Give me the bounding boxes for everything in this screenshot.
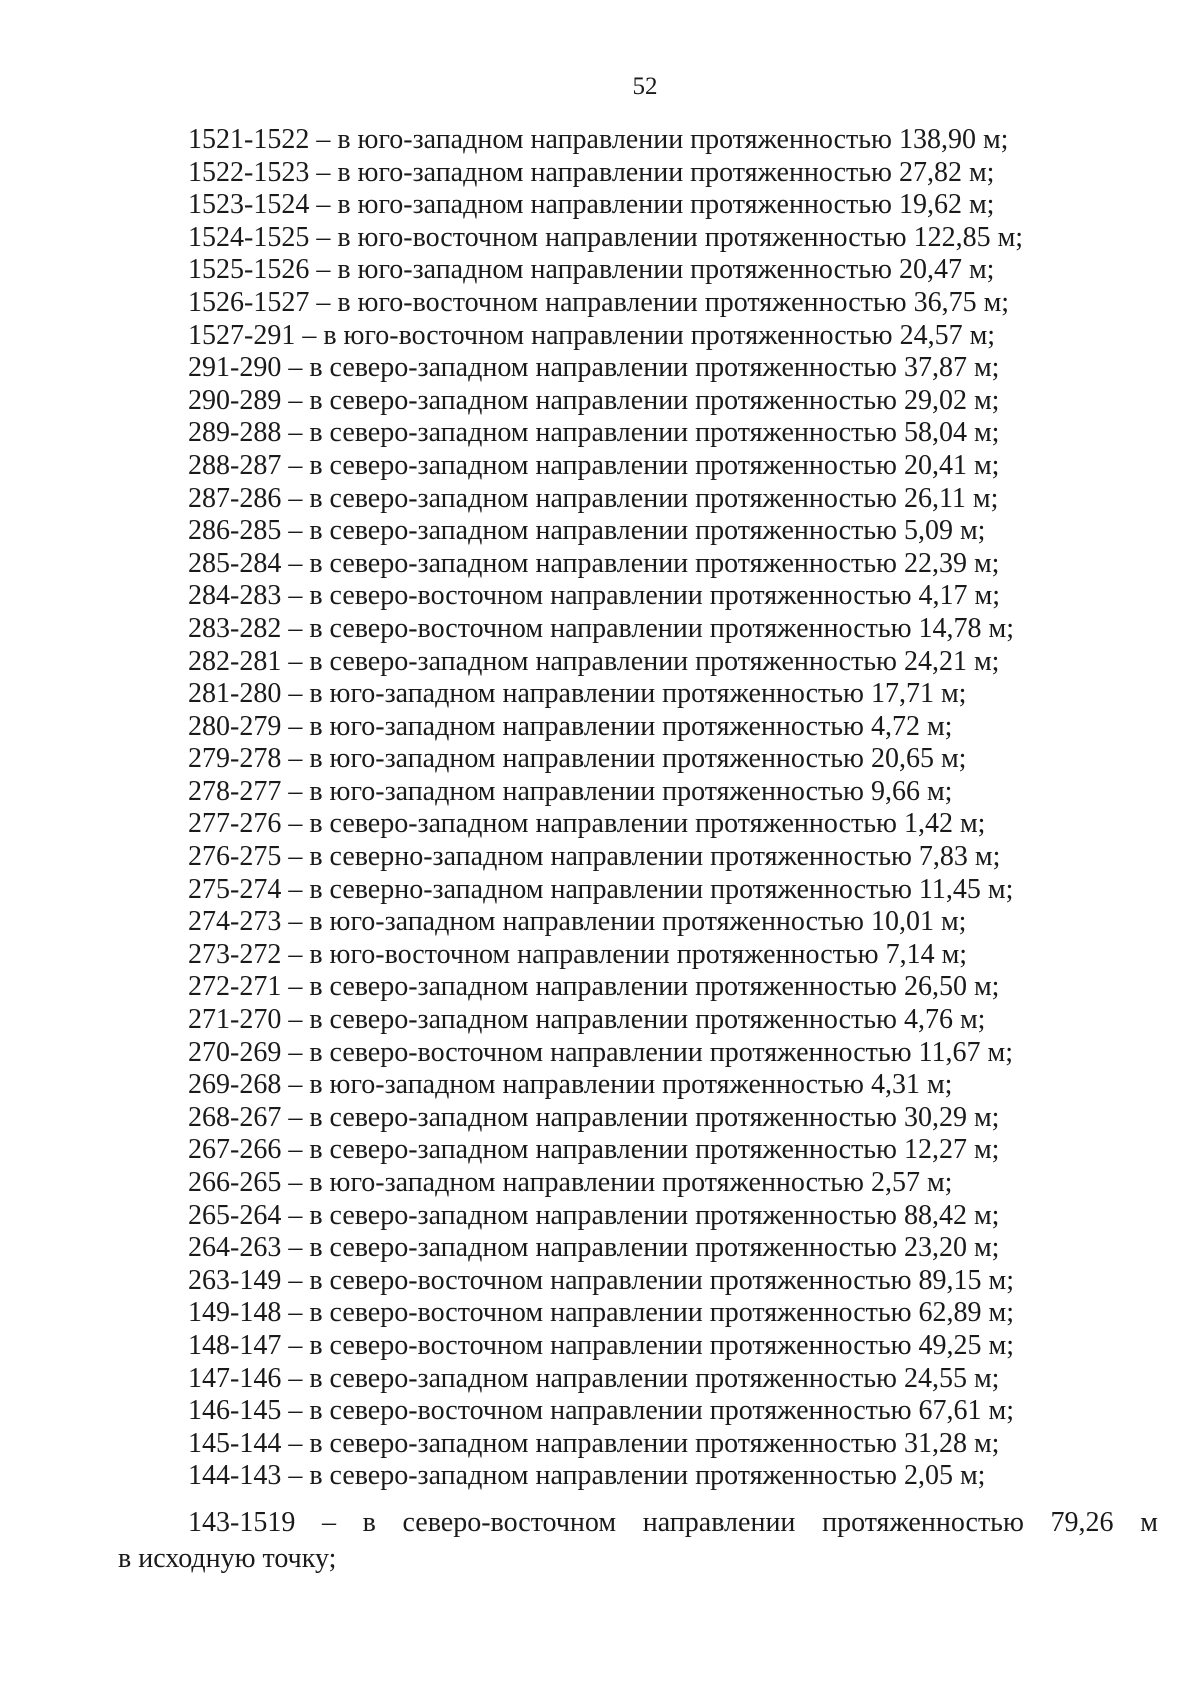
segment-line: 149-148 – в северо-восточном направлении протяженностью 62,89 м; [188,1297,1015,1329]
segment-line: 289-288 – в северо-западном направлении протяженностью 58,04 м; [188,417,1000,449]
final-segment-unit: м [1140,1507,1158,1538]
segment-line: 263-149 – в северо-восточном направлении протяженностью 89,15 м; [188,1264,1015,1296]
segment-line: 275-274 – в северно-западном направлении протяженностью 11,45 м; [188,873,1014,905]
segment-line: 281-280 – в юго-западном направлении протяженностью 17,71 м; [188,678,967,710]
segment-line: 264-263 – в северо-западном направлении протяженностью 23,20 м; [188,1232,1000,1264]
final-segment-continuation: в исходную точку; [118,1543,337,1574]
segment-line: 269-268 – в юго-западном направлении протяженностью 4,31 м; [188,1069,953,1101]
segment-list [188,124,1148,1493]
segment-line: 1521-1522 – в юго-западном направлении протяженностью 138,90 м; [188,124,1009,155]
segment-line: 288-287 – в северо-западном направлении протяженностью 20,41 м; [188,449,1000,481]
segment-line: 147-146 – в северо-западном направлении протяженностью 24,55 м; [188,1362,1000,1394]
segment-line: 274-273 – в юго-западном направлении протяженностью 10,01 м; [188,906,967,938]
final-segment-word: протяженностью [822,1507,1024,1538]
segment-line: 282-281 – в северо-западном направлении протяженностью 24,21 м; [188,645,1000,677]
segment-line: 280-279 – в юго-западном направлении протяженностью 4,72 м; [188,710,953,742]
segment-line: 145-144 – в северо-западном направлении протяженностью 31,28 м; [188,1427,1000,1459]
segment-line: 268-267 – в северо-западном направлении протяженностью 30,29 м; [188,1101,1000,1133]
segment-line: 271-270 – в северо-западном направлении протяженностью 4,76 м; [188,1004,986,1036]
final-segment-direction: северо-восточном [402,1507,617,1538]
segment-line: 277-276 – в северо-западном направлении протяженностью 1,42 м; [188,808,986,840]
segment-line: 291-290 – в северо-западном направлении протяженностью 37,87 м; [188,352,1000,384]
segment-line: 272-271 – в северо-западном направлении протяженностью 26,50 м; [188,971,1000,1003]
final-segment-length: 79,26 [1050,1507,1114,1538]
segment-line: 1527-291 – в юго-восточном направлении протяженностью 24,57 м; [188,319,996,351]
segment-line: 290-289 – в северо-западном направлении протяженностью 29,02 м; [188,384,1000,416]
segment-line: 1522-1523 – в юго-западном направлении протяженностью 27,82 м; [188,156,995,188]
final-segment-paragraph [118,1505,1158,1577]
final-segment-line [118,1505,1158,1541]
final-segment-word: в [362,1507,376,1538]
page-number: 52 [632,73,658,100]
segment-line: 1523-1524 – в юго-западном направлении протяженностью 19,62 м; [188,189,995,221]
segment-line: 270-269 – в северо-восточном направлении протяженностью 11,67 м; [188,1036,1014,1068]
segment-line: 278-277 – в юго-западном направлении протяженностью 9,66 м; [188,775,953,807]
final-segment-dash: – [321,1507,336,1538]
segment-line: 265-264 – в северо-западном направлении протяженностью 88,42 м; [188,1199,1000,1231]
segment-line: 287-286 – в северо-западном направлении протяженностью 26,11 м; [188,482,999,514]
segment-line: 1526-1527 – в юго-восточном направлении протяженностью 36,75 м; [188,286,1010,318]
final-segment-word: направлении [642,1507,796,1538]
segment-line: 144-143 – в северо-западном направлении протяженностью 2,05 м; [188,1460,986,1492]
segment-line: 273-272 – в юго-восточном направлении протяженностью 7,14 м; [188,938,968,970]
segment-line: 276-275 – в северно-западном направлении протяженностью 7,83 м; [188,841,1001,873]
final-segment-range: 143-1519 [188,1507,296,1538]
segment-line: 1524-1525 – в юго-восточном направлении протяженностью 122,85 м; [188,221,1024,253]
segment-line: 284-283 – в северо-восточном направлении протяженностью 4,17 м; [188,580,1001,612]
segment-line: 279-278 – в юго-западном направлении протяженностью 20,65 м; [188,743,967,775]
segment-line: 267-266 – в северо-западном направлении протяженностью 12,27 м; [188,1134,1000,1166]
segment-line: 146-145 – в северо-восточном направлении протяженностью 67,61 м; [188,1395,1015,1427]
segment-line: 1525-1526 – в юго-западном направлении протяженностью 20,47 м; [188,254,995,286]
segment-line: 286-285 – в северо-западном направлении протяженностью 5,09 м; [188,515,986,547]
segment-line: 283-282 – в северо-восточном направлении протяженностью 14,78 м; [188,612,1015,644]
segment-line: 148-147 – в северо-восточном направлении протяженностью 49,25 м; [188,1329,1015,1361]
segment-line: 266-265 – в юго-западном направлении протяженностью 2,57 м; [188,1167,953,1198]
segment-line: 285-284 – в северо-западном направлении протяженностью 22,39 м; [188,547,1000,579]
